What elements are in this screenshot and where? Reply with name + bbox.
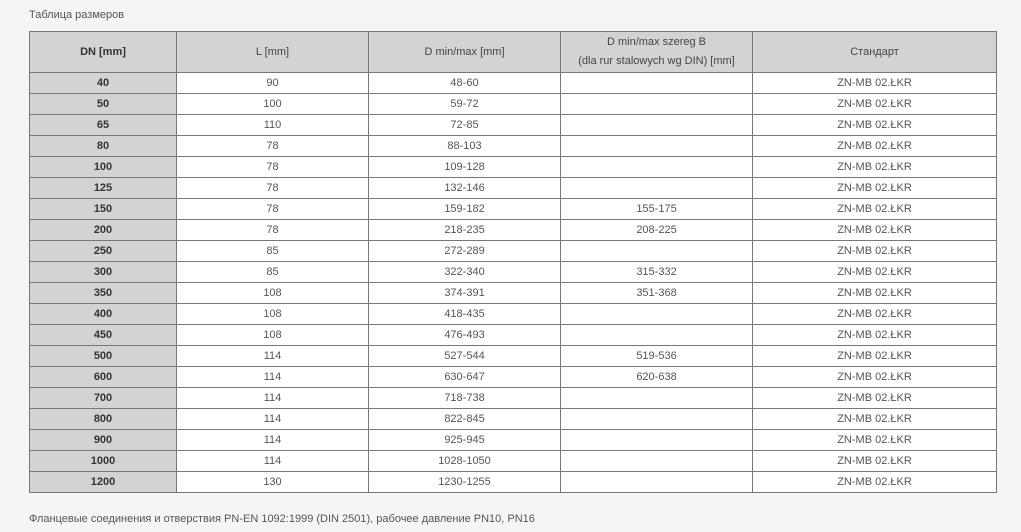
cell-d-min-max: 527-544 [369,346,561,367]
cell-dn: 400 [30,304,177,325]
cell-d-min-max: 718-738 [369,388,561,409]
cell-dn: 500 [30,346,177,367]
cell-d-min-max: 322-340 [369,262,561,283]
cell-d-min-max: 272-289 [369,241,561,262]
cell-d-series-b: 315-332 [561,262,753,283]
cell-d-series-b [561,325,753,346]
cell-l: 78 [177,220,369,241]
cell-l: 78 [177,199,369,220]
cell-l: 78 [177,157,369,178]
cell-dn: 40 [30,73,177,94]
cell-standard: ZN-MB 02.ŁKR [753,220,997,241]
cell-dn: 1000 [30,451,177,472]
table-row [30,115,997,136]
cell-standard: ZN-MB 02.ŁKR [753,178,997,199]
cell-d-min-max: 132-146 [369,178,561,199]
cell-dn: 80 [30,136,177,157]
cell-standard: ZN-MB 02.ŁKR [753,199,997,220]
cell-l: 100 [177,94,369,115]
cell-d-series-b [561,73,753,94]
cell-standard: ZN-MB 02.ŁKR [753,430,997,451]
cell-d-series-b [561,472,753,493]
cell-d-min-max: 159-182 [369,199,561,220]
cell-d-min-max: 476-493 [369,325,561,346]
table-row [30,157,997,178]
cell-l: 90 [177,73,369,94]
table-row [30,388,997,409]
table-row [30,304,997,325]
table-row [30,325,997,346]
header-d-series-b-line2: (dla rur stalowych wg DIN) [mm] [578,55,735,67]
cell-dn: 900 [30,430,177,451]
table-row [30,430,997,451]
cell-standard: ZN-MB 02.ŁKR [753,304,997,325]
table-row [30,73,997,94]
cell-standard: ZN-MB 02.ŁKR [753,94,997,115]
cell-standard: ZN-MB 02.ŁKR [753,241,997,262]
cell-d-series-b: 351-368 [561,283,753,304]
header-d-series-b-line1: D min/max szereg B [606,36,707,48]
cell-d-series-b [561,157,753,178]
table-row [30,199,997,220]
table-row [30,346,997,367]
cell-l: 114 [177,388,369,409]
cell-dn: 250 [30,241,177,262]
header-dn: DN [mm] [30,32,177,73]
cell-d-series-b [561,430,753,451]
table-row [30,241,997,262]
table-row [30,262,997,283]
cell-l: 114 [177,430,369,451]
cell-standard: ZN-MB 02.ŁKR [753,136,997,157]
cell-d-series-b [561,241,753,262]
cell-d-min-max: 1230-1255 [369,472,561,493]
cell-standard: ZN-MB 02.ŁKR [753,388,997,409]
cell-d-series-b: 620-638 [561,367,753,388]
cell-standard: ZN-MB 02.ŁKR [753,73,997,94]
cell-d-min-max: 72-85 [369,115,561,136]
cell-l: 78 [177,136,369,157]
cell-d-series-b [561,115,753,136]
cell-d-min-max: 925-945 [369,430,561,451]
cell-dn: 50 [30,94,177,115]
cell-l: 85 [177,241,369,262]
table-row [30,178,997,199]
cell-standard: ZN-MB 02.ŁKR [753,451,997,472]
cell-d-series-b: 519-536 [561,346,753,367]
table-row [30,451,997,472]
cell-standard: ZN-MB 02.ŁKR [753,325,997,346]
cell-dn: 450 [30,325,177,346]
cell-d-min-max: 88-103 [369,136,561,157]
header-l: L [mm] [177,32,369,73]
cell-d-series-b [561,178,753,199]
table-row [30,367,997,388]
footer-note: Фланцевые соединения и отверствия PN-EN 1092:1999 (DIN 2501), рабочее давление PN10, PN16 [29,513,535,525]
cell-standard: ZN-MB 02.ŁKR [753,115,997,136]
cell-l: 114 [177,451,369,472]
cell-dn: 150 [30,199,177,220]
cell-dn: 65 [30,115,177,136]
cell-l: 110 [177,115,369,136]
cell-d-min-max: 822-845 [369,409,561,430]
table-row [30,220,997,241]
header-d-series-b [561,32,753,73]
table-caption: Таблица размеров [29,9,125,21]
cell-d-min-max: 48-60 [369,73,561,94]
cell-d-series-b [561,409,753,430]
cell-dn: 300 [30,262,177,283]
cell-standard: ZN-MB 02.ŁKR [753,367,997,388]
header-standard: Стандарт [753,32,997,73]
cell-l: 114 [177,367,369,388]
cell-d-series-b [561,388,753,409]
cell-l: 130 [177,472,369,493]
table-row [30,409,997,430]
cell-standard: ZN-MB 02.ŁKR [753,346,997,367]
cell-d-min-max: 59-72 [369,94,561,115]
table-header-row [30,32,997,73]
cell-dn: 350 [30,283,177,304]
cell-standard: ZN-MB 02.ŁKR [753,472,997,493]
table-body [30,73,997,493]
cell-d-min-max: 218-235 [369,220,561,241]
cell-dn: 700 [30,388,177,409]
cell-dn: 100 [30,157,177,178]
cell-l: 108 [177,304,369,325]
cell-l: 108 [177,325,369,346]
cell-l: 85 [177,262,369,283]
cell-d-series-b: 208-225 [561,220,753,241]
cell-d-series-b [561,136,753,157]
cell-dn: 600 [30,367,177,388]
cell-l: 114 [177,409,369,430]
cell-l: 114 [177,346,369,367]
table-row [30,283,997,304]
cell-d-series-b [561,94,753,115]
cell-d-series-b: 155-175 [561,199,753,220]
table-row [30,136,997,157]
cell-l: 78 [177,178,369,199]
cell-d-min-max: 418-435 [369,304,561,325]
header-d-min-max: D min/max [mm] [369,32,561,73]
cell-dn: 200 [30,220,177,241]
cell-dn: 125 [30,178,177,199]
cell-standard: ZN-MB 02.ŁKR [753,283,997,304]
cell-d-min-max: 1028-1050 [369,451,561,472]
cell-d-min-max: 374-391 [369,283,561,304]
table-row [30,472,997,493]
cell-d-series-b [561,451,753,472]
cell-l: 108 [177,283,369,304]
cell-dn: 1200 [30,472,177,493]
cell-d-min-max: 630-647 [369,367,561,388]
cell-d-min-max: 109-128 [369,157,561,178]
size-table [29,31,997,493]
table-row [30,94,997,115]
cell-d-series-b [561,304,753,325]
cell-standard: ZN-MB 02.ŁKR [753,262,997,283]
cell-standard: ZN-MB 02.ŁKR [753,157,997,178]
cell-dn: 800 [30,409,177,430]
cell-standard: ZN-MB 02.ŁKR [753,409,997,430]
